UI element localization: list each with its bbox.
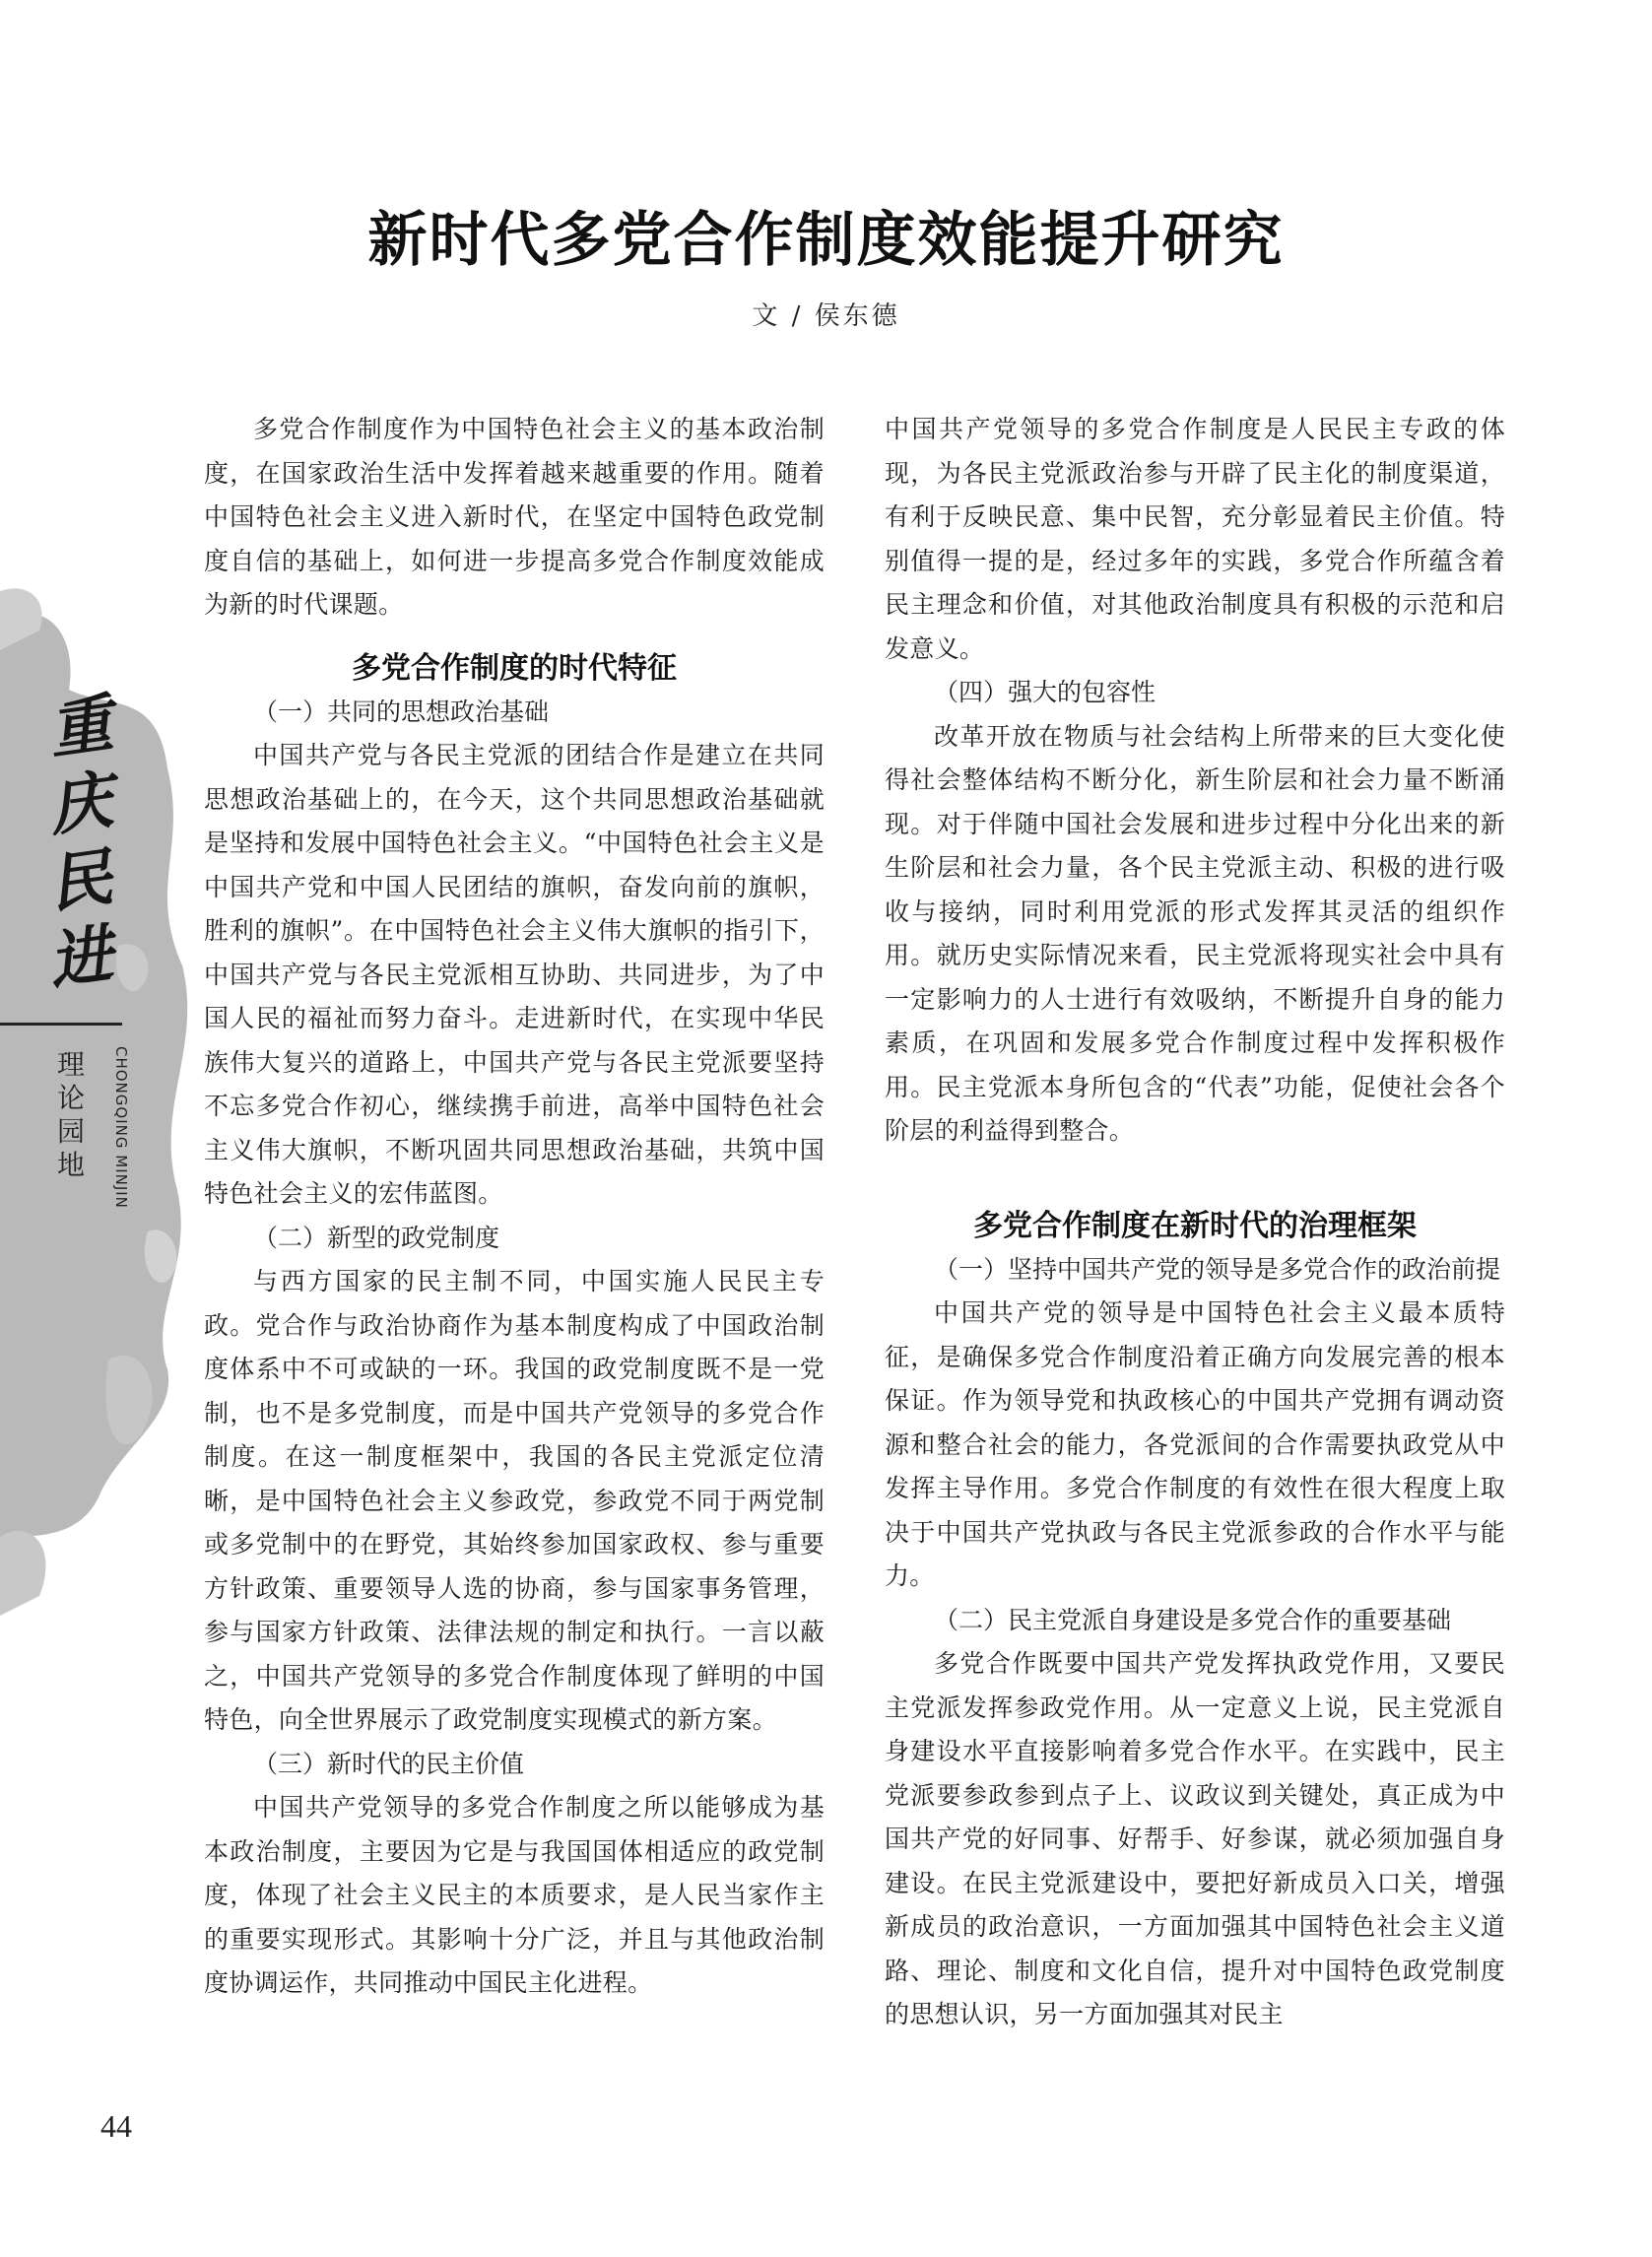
subheading: （一）坚持中国共产党的领导是多党合作的政治前提 <box>934 1254 1501 1284</box>
brand-char: 重 <box>44 686 117 769</box>
intro-paragraph: 多党合作制度作为中国特色社会主义的基本政治制度，在国家政治生活中发挥着越来越重要的作用。随着中国特色社会主义进入新时代，在坚定中国特色政党制度自信的基础上，如何进一步提高多党合作制度效能成为新的时代课题。 <box>204 415 825 619</box>
body-paragraph: 中国共产党与各民主党派的团结合作是建立在共同思想政治基础上的，在今天，这个共同思想政治基础就是坚持和发展中国特色社会主义。“中国特色社会主义是中国共产党和中国人民团结的旗帜，奋发向前的旗帜，胜利的旗帜”。在中国特色社会主义伟大旗帜的指引下，中国共产党与各民主党派相互协助、共同进步，为了中国人民的福祉而努力奋斗。走进新时代，在实现中华民族伟大复兴的道路上，中国共产党与各民主党派要坚持不忘多党合作初心，继续携手前进，高举中国特色社会主义伟大旗帜，不断巩固共同思想政治基础，共筑中国特色社会主义的宏伟蓝图。 <box>204 741 825 1208</box>
brand-calligraphy <box>41 686 120 1000</box>
byline: 文 / 侯东德 <box>752 301 900 331</box>
brand-char: 民 <box>44 839 117 923</box>
body-paragraph: 改革开放在物质与社会结构上所带来的巨大变化使得社会整体结构不断分化，新生阶层和社会力量不断涌现。对于伴随中国社会发展和进步过程中分化出来的新生阶层和社会力量，各个民主党派主动、积极的进行吸收与接纳，同时利用党派的形式发挥其灵活的组织作用。就历史实际情况来看，民主党派将现实社会中具有一定影响力的人士进行有效吸纳，不断提升自身的能力素质，在巩固和发展多党合作制度过程中发挥积极作用。民主党派本身所包含的“代表”功能，促使社会各个阶层的利益得到整合。 <box>885 721 1505 1145</box>
continued-paragraph: 中国共产党领导的多党合作制度是人民民主专政的体现，为各民主党派政治参与开辟了民主化的制度渠道，有利于反映民意、集中民智，充分彰显着民主价值。特别值得一提的是，经过多年的实践，多党合作所蕴含着民主理念和价值，对其他政治制度具有积极的示范和启发意义。 <box>885 415 1505 663</box>
section-heading: 多党合作制度在新时代的治理框架 <box>973 1208 1417 1243</box>
section-label-char: 地 <box>56 1149 85 1181</box>
page-number: 44 <box>100 2108 132 2144</box>
ink-wash-decoration <box>0 0 207 2257</box>
subheading: （二）民主党派自身建设是多党合作的重要基础 <box>934 1605 1452 1634</box>
section-label-char: 理 <box>56 1048 85 1081</box>
article-title: 新时代多党合作制度效能提升研究 <box>367 206 1285 275</box>
brand-char: 进 <box>44 916 117 1000</box>
left-column <box>204 408 825 2006</box>
section-label <box>51 1048 91 1182</box>
subheading: （一）共同的思想政治基础 <box>253 697 550 726</box>
brand-divider <box>0 1023 122 1026</box>
section-label-char: 论 <box>56 1082 85 1114</box>
subheading: （四）强大的包容性 <box>934 678 1156 706</box>
ink-wash-shape <box>0 1531 45 1616</box>
right-column <box>885 408 1505 2037</box>
body-paragraph: 中国共产党领导的多党合作制度之所以能够成为基本政治制度，主要因为它是与我国国体相适应的政党制度，体现了社会主义民主的本质要求，是人民当家作主的重要实现形式。其影响十分广泛，并且与其他政治制度协调运作，共同推动中国民主化进程。 <box>204 1793 825 1997</box>
body-paragraph: 多党合作既要中国共产党发挥执政党作用，又要民主党派发挥参政党作用。从一定意义上说，民主党派自身建设水平直接影响着多党合作水平。在实践中，民主党派要参政参到点子上、议政议到关键处，真正成为中国共产党的好同事、好帮手、好参谋，就必须加强自身建设。在民主党派建设中，要把好新成员入口关，增强新成员的政治意识，一方面加强其中国特色社会主义道路、理论、制度和文化自信，提升对中国特色政党制度的思想认识，另一方面加强其对民主 <box>885 1649 1505 2028</box>
subheading: （二）新型的政党制度 <box>253 1223 500 1252</box>
section-heading: 多党合作制度的时代特征 <box>352 650 677 686</box>
section-label-char: 园 <box>56 1115 85 1148</box>
english-label: CHONGQING MINJIN <box>112 1046 130 1209</box>
body-paragraph: 中国共产党的领导是中国特色社会主义最本质特征，是确保多党合作制度沿着正确方向发展完善的根本保证。作为领导党和执政核心的中国共产党拥有调动资源和整合社会的能力，各党派间的合作需要执政党从中发挥主导作用。多党合作制度的有效性在很大程度上取决于中国共产党执政与各民主党派参政的合作水平与能力。 <box>885 1298 1505 1590</box>
brand-char: 庆 <box>44 763 117 846</box>
subheading: （三）新时代的民主价值 <box>253 1749 525 1778</box>
body-paragraph: 与西方国家的民主制不同，中国实施人民民主专政。党合作与政治协商作为基本制度构成了中国政治制度体系中不可或缺的一环。我国的政党制度既不是一党制，也不是多党制度，而是中国共产党领导的多党合作制度。在这一制度框架中，我国的各民主党派定位清晰，是中国特色社会主义参政党，参政党不同于两党制或多党制中的在野党，其始终参加国家政权、参与重要方针政策、重要领导人选的协商，参与国家事务管理，参与国家方针政策、法律法规的制定和执行。一言以蔽之，中国共产党领导的多党合作制度体现了鲜明的中国特色，向全世界展示了政党制度实现模式的新方案。 <box>204 1267 825 1734</box>
